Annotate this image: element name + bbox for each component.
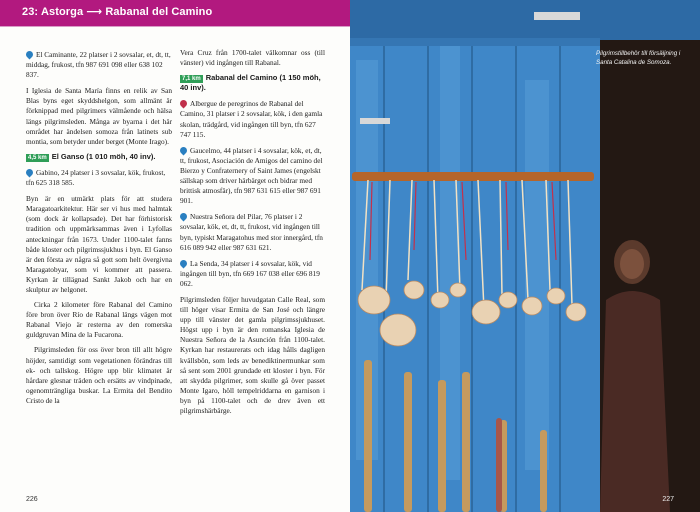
lodging-pin-icon bbox=[179, 212, 189, 222]
lodging-text: Gabino, 24 platser i 3 sovsalar, kök, frukost, tfn 625 318 585. bbox=[26, 167, 166, 188]
lodging-text: La Senda, 34 platser i 4 sovsalar, kök, vid ingången till byn, tfn 669 167 038 eller 696 819 062. bbox=[180, 258, 320, 288]
waypoint-heading bbox=[180, 73, 325, 93]
page-number-right: 227 bbox=[662, 496, 674, 503]
waypoint-heading bbox=[26, 152, 172, 162]
right-page bbox=[350, 0, 700, 512]
distance-badge: 4,5 km bbox=[28, 154, 47, 161]
body-paragraph: Pilgrimsleden följer huvudgatan Calle Real, som till höger visar Ermita de San José och längre upp till vänster det gamla pilgrimssjukhuset. Högst upp i byn är den romanska Iglesia de Nuestra Señora de la Asunción från 1100-talet. Kyrkan har restaurerats och idag hålls dagligen kvällsbön, som leds av benediktinermunkar som så sent som 2001 grundade ett kloster i byn. För att skydda pilgrimer, som skulle gå över passet Monte Igaro, höll tempelriddarna en garnison i byn på 1100-talet och de drev även ett pilgrimshärbärge. bbox=[180, 294, 325, 415]
lodging-entry bbox=[180, 99, 325, 139]
lodging-pin-icon bbox=[179, 145, 189, 155]
lodging-pin-icon bbox=[179, 258, 189, 268]
lodging-text: El Caminante, 22 platser i 2 sovsalar, et, dt, tt, middag, frukost, tfn 987 691 098 eller 638 102 837. bbox=[26, 50, 171, 80]
body-paragraph: I Iglesia de Santa María finns en relik av San Blas byns eget skyddshelgon, som allmänt är förknippad med pilgrimers välmående och hälsa längs pilgrimsleden. Många av byarna i det här området har ändelsen somoza från latinets sub montia, som betyder under berget (Monte Irago). bbox=[26, 86, 172, 146]
waypoint-name: El Ganso (1 010 möh, 40 inv). bbox=[51, 151, 156, 161]
lodging-text: Gaucelmo, 44 platser i 4 sovsalar, kök, et, dt, tt, frukost, Asociación de Amigos del camino del Bierzo y Confraternery of Saint James (engelskt sällskap som driver härbärget och bidrar med brittisk atmosfär), tfn 987 631 615 eller 987 691 901. bbox=[180, 145, 323, 206]
page-number-left: 226 bbox=[26, 496, 38, 503]
lodging-pin-icon bbox=[25, 167, 35, 177]
lodging-entry bbox=[26, 50, 172, 80]
lodging-text: Albergue de peregrinos de Rabanal del Camino, 31 platser i 2 sovsalar, kök, i den gamla skolan, trädgård, vid ingången till byn, tfn 627 747 115. bbox=[180, 99, 323, 139]
lodging-entry bbox=[180, 259, 325, 289]
photo-scallop-shells-on-blue-door bbox=[350, 0, 700, 512]
lodging-entry bbox=[26, 168, 172, 188]
lodging-text: Nuestra Señora del Pilar, 76 platser i 2 sovsalar, kök, et, dt, tt, frukost, vid ingången till byn, typiskt Maragatohus med stor innergård, tfn 616 089 942 eller 987 631 621. bbox=[180, 212, 323, 252]
body-paragraph: Vera Cruz från 1700-talet välkomnar oss (till vänster) vid ingången till Rabanal. bbox=[180, 48, 325, 68]
distance-badge: 7,1 km bbox=[182, 76, 201, 83]
lodging-entry bbox=[180, 146, 325, 207]
header-divider bbox=[0, 26, 350, 27]
left-text-column bbox=[26, 50, 172, 411]
right-text-column bbox=[180, 48, 325, 421]
body-paragraph: Byn är en utmärkt plats för att studera Maragatoarkitektur. Här ser vi hus med halmtak (som dock är kollapsade). Det har förhistorisk tradition och uppmärksammas även i Lyfollas anteckningar från 1673. Under 1100-talet fanns både kloster och pilgrimssjukhus i byn. El Ganso är den första av några så gott som helt övergivna Maragatobyar, som vi kommer att passera. Kyrkan är tillägnad Sankt Jakob och har en skulptur av helgonet. bbox=[26, 194, 172, 294]
lodging-pin-icon bbox=[179, 99, 189, 109]
lodging-pin-icon bbox=[25, 50, 35, 60]
lodging-entry bbox=[180, 212, 325, 252]
chapter-header-bar bbox=[0, 0, 350, 26]
chapter-title: 23: Astorga ⟶ Rabanal del Camino bbox=[22, 6, 213, 18]
body-paragraph: Cirka 2 kilometer före Rabanal del Camino före bron över Río de Rabanal längs vägen mot Rabanal Viejo är resterna av den romerska guldgruvan Mina de la Fucarona. bbox=[26, 300, 172, 340]
waypoint-name: Rabanal del Camino (1 150 möh, 40 inv). bbox=[180, 73, 321, 93]
photo-caption: Pilgrimstillbehör till försäljning i Santa Catalina de Somoza. bbox=[596, 50, 681, 66]
body-paragraph: Pilgrimsleden för oss över bron till allt högre höjder, samtidigt som vegetationen förändras till ek- och tallskog. Högre upp blir klimatet är hårdare glesnar träden och ersätts av vindpinade, ogenomträngliga buskar. La Ermita del Bendito Cristo de la bbox=[26, 345, 172, 405]
